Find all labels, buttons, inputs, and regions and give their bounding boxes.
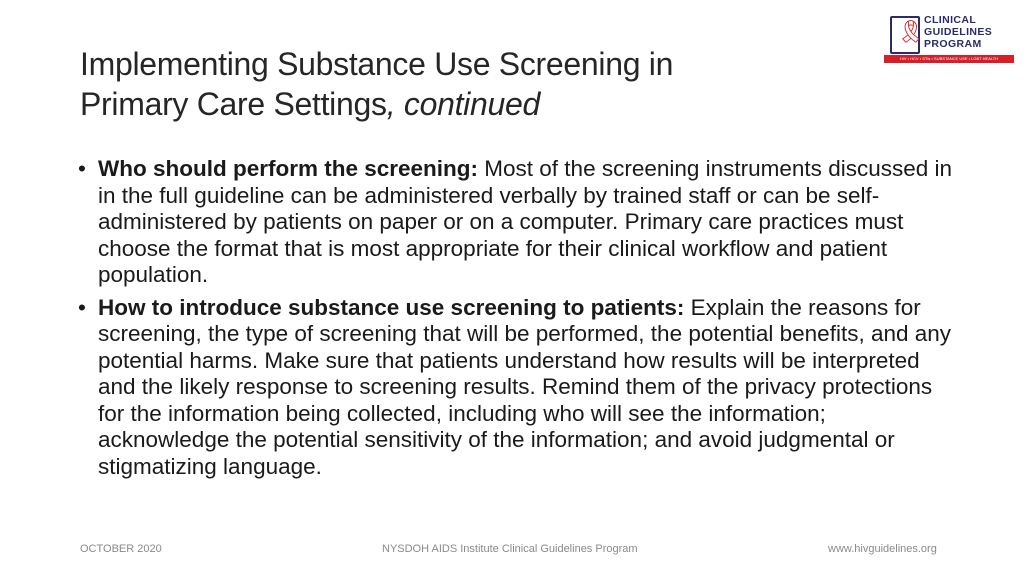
red-ribbon-icon: 🎗 xyxy=(897,19,925,44)
bullet-text: Explain the reasons for screening, the type of screening that will be performed, the potential benefits, and any potential harms. Make sure that patients understand how results will be interpreted and the likely response to screening results. Remind them of the privacy protections for the information being collected, including who will see the information; acknowledge the potential sensitivity of the information; and avoid judgmental or stigmatizing language. xyxy=(98,294,952,479)
bullet-dot-icon: • xyxy=(78,294,86,320)
bullet-text: Most of the screening instruments discussed in in the full guideline can be administered verbally by trained staff or can be self-administered by patients on paper or on a computer. Primary care practices must choose the format that is most appropriate for their clinical workflow and patient population. xyxy=(98,156,953,287)
title-continued: , continued xyxy=(386,86,540,122)
bullet-dot-icon: • xyxy=(78,156,86,181)
clinical-guidelines-logo xyxy=(884,14,1014,64)
bullet-item-how xyxy=(78,295,958,481)
bullet-list xyxy=(78,156,958,486)
footer-url[interactable]: www.hivguidelines.org xyxy=(828,543,937,555)
logo-text xyxy=(924,14,992,50)
footer-date: OCTOBER 2020 xyxy=(80,543,162,555)
logo-line-3: PROGRAM xyxy=(924,38,982,50)
slide-title xyxy=(80,44,840,124)
footer-program: NYSDOH AIDS Institute Clinical Guidelines Program xyxy=(382,543,638,555)
logo-line-2: GUIDELINES xyxy=(924,26,993,38)
title-line-2: Primary Care Settings xyxy=(80,86,387,122)
bullet-item-who xyxy=(78,156,958,289)
bullet-lead: Who should perform the screening: xyxy=(98,156,479,181)
logo-band: HIV • HCV • STIs • SUBSTANCE USE • LGBT HEALTH xyxy=(884,55,1014,63)
title-line-1: Implementing Substance Use Screening in xyxy=(80,46,674,82)
bullet-lead: How to introduce substance use screening to patients: xyxy=(98,294,685,320)
logo-line-1: CLINICAL xyxy=(924,14,977,26)
